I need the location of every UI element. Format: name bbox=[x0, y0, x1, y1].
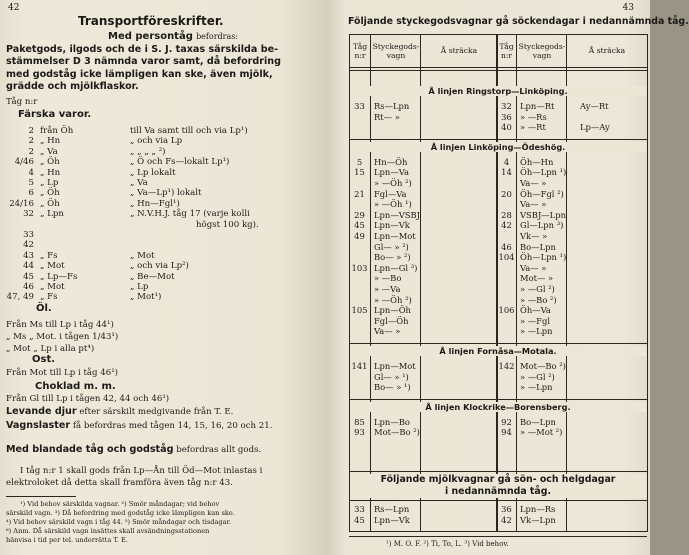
fresh-row-from: „ Va bbox=[40, 146, 58, 157]
ost-heading: Ost. bbox=[32, 354, 56, 365]
fresh-row-from: „ Öh bbox=[40, 198, 60, 209]
row-nr: 45 bbox=[354, 220, 365, 231]
table-bottom bbox=[349, 536, 647, 537]
row-vagn: » —Öh ¹) bbox=[374, 199, 412, 210]
row-nr: 15 bbox=[354, 167, 365, 178]
row-nr: 92 bbox=[501, 416, 512, 427]
row-stracka: Ay—Rt bbox=[580, 101, 609, 111]
row-nr: 29 bbox=[354, 209, 365, 220]
left-page bbox=[0, 0, 326, 555]
row-nr: 46 bbox=[501, 241, 512, 252]
fresh-heading: Färska varor. bbox=[18, 109, 92, 120]
header-rule bbox=[349, 67, 647, 68]
fresh-row-to: „ Va—Lp¹) lokalt bbox=[130, 188, 202, 199]
fresh-row-from: „ Lpn bbox=[40, 209, 64, 220]
row-vagn: » —Rt bbox=[520, 122, 546, 133]
fresh-row-nr: 2 bbox=[28, 126, 34, 136]
ol-row: „ Mot „ Lp i alla pt⁴) bbox=[6, 344, 95, 354]
row-vagn: Gl— » ²) bbox=[374, 241, 409, 252]
blandade-text: elektroloket då detta skall framföra även tåg n:r 43. bbox=[6, 478, 233, 488]
col-divider bbox=[566, 34, 567, 531]
fresh-row-nr: 4/46 bbox=[14, 157, 34, 168]
fresh-row-from: „ Hn bbox=[40, 167, 61, 178]
fresh-row-to: „ Mot bbox=[130, 250, 155, 261]
section-title: Å linjen Fornåsa—Motala. bbox=[350, 346, 646, 356]
fresh-row-nr: 33 bbox=[23, 230, 34, 240]
row-nr: 104 bbox=[498, 252, 515, 263]
fresh-row-nr: 43 bbox=[23, 250, 34, 261]
footnote-rule bbox=[6, 496, 76, 497]
row-vagn: Lpn—Mot bbox=[374, 361, 416, 371]
row-vagn: » —Öh ²) bbox=[374, 178, 412, 188]
fresh-row-to: „ Be—Mot bbox=[130, 271, 175, 282]
fresh-row-to: „ Lp bbox=[130, 282, 149, 292]
row-vagn: Lpn—Mot bbox=[374, 231, 416, 241]
row-nr: 106 bbox=[498, 305, 515, 316]
row-nr: 20 bbox=[501, 188, 512, 199]
row-vagn: Lpn—Bo bbox=[374, 416, 410, 427]
blandade-rest: befordras allt gods. bbox=[176, 445, 262, 455]
row-vagn: » —Va bbox=[374, 284, 401, 294]
fresh-row-nr: 4 bbox=[28, 167, 34, 178]
fresh-row-to: „ Mot¹) bbox=[130, 292, 162, 303]
fresh-row-from: „ Öh bbox=[40, 188, 60, 199]
row-vagn: Rs—Lpn bbox=[374, 101, 410, 111]
milk-heading-line: i nedannämnda tåg. bbox=[444, 486, 552, 497]
row-vagn: Gl—Lpn ³) bbox=[520, 220, 564, 231]
row-vagn: Bo—Lpn bbox=[520, 416, 556, 427]
row-vagn: Rt— » bbox=[374, 111, 400, 122]
row-vagn: » —Bo ²) bbox=[520, 294, 557, 305]
row-nr: 49 bbox=[354, 231, 365, 241]
row-vagn: » —Mot ²) bbox=[520, 427, 563, 438]
fresh-row-from: „ Öh bbox=[40, 157, 60, 168]
row-nr: 4 bbox=[503, 156, 510, 167]
footnotes bbox=[6, 500, 235, 545]
fresh-row-from: „ Fs bbox=[40, 292, 58, 303]
subtitle bbox=[108, 31, 238, 42]
fresh-row-to: „ Lp lokalt bbox=[130, 167, 176, 178]
row-vagn: Va— » bbox=[374, 326, 401, 337]
row-nr: 33 bbox=[354, 101, 365, 111]
fresh-row-to: „ Hn—Fgl¹) bbox=[130, 198, 180, 209]
milk-vagn: Lpn—Vk bbox=[374, 515, 410, 525]
intro-line: grädde och mjölkflaskor. bbox=[6, 81, 139, 93]
row-nr: 5 bbox=[356, 156, 363, 167]
row-stracka: Lp—Ay bbox=[580, 122, 610, 133]
section-title: Å linjen Linköping—Ödeshög. bbox=[350, 142, 646, 152]
row-vagn: Lpn—Gl ³) bbox=[374, 262, 418, 273]
fresh-row-from: „ Lp bbox=[40, 178, 59, 188]
tag-label: Tåg n:r bbox=[6, 97, 38, 107]
row-vagn: » —Gl ²) bbox=[520, 371, 555, 382]
row-vagn: Lpn—Vk bbox=[374, 220, 410, 231]
fresh-row-nr: 32 bbox=[23, 209, 34, 220]
djur-bold: Levande djur bbox=[6, 406, 77, 417]
fresh-row-nr: 42 bbox=[23, 240, 34, 251]
milk-vagn: Lpn—Rs bbox=[520, 504, 556, 514]
row-vagn: Lpn—Öh bbox=[374, 305, 411, 316]
col-header-stracka: Å sträcka bbox=[440, 46, 478, 55]
fresh-row-from: „ Mot bbox=[40, 282, 65, 292]
row-nr: 21 bbox=[354, 188, 365, 199]
row-vagn: Öh—Va bbox=[520, 305, 551, 316]
table-heading: Följande styckegodsvagnar gå söckendagar i nedannämnda tåg. bbox=[348, 16, 689, 27]
section-rule bbox=[349, 399, 647, 400]
col-divider bbox=[516, 34, 517, 531]
fresh-row-from: från Öh bbox=[40, 126, 74, 136]
fresh-row-to: „ Va bbox=[130, 178, 148, 188]
row-nr: 28 bbox=[501, 209, 512, 220]
milk-rule bbox=[349, 471, 647, 472]
header-rule bbox=[349, 70, 647, 71]
page-number: 42 bbox=[8, 3, 20, 13]
row-vagn: Mot—Bo ²) bbox=[374, 427, 420, 438]
col-divider bbox=[420, 34, 421, 531]
subtitle-rest: befordras: bbox=[196, 32, 239, 41]
row-vagn: » —Lpn bbox=[520, 382, 553, 393]
fresh-row-to: högst 100 kg). bbox=[196, 219, 259, 230]
section-title: Å linjen Klockrike—Borensberg. bbox=[350, 402, 646, 412]
row-nr: 32 bbox=[501, 101, 512, 111]
djur-rest: efter särskilt medgivande från T. E. bbox=[79, 407, 234, 417]
blandade-text: I tåg n:r 1 skall gods från Lp—Ån till Öd—Mot inlastas i bbox=[20, 466, 263, 476]
milk-nr: 45 bbox=[354, 515, 365, 525]
ol-row: Från Ms till Lp i tåg 44¹) bbox=[6, 320, 114, 330]
milk-nr: 42 bbox=[501, 515, 512, 525]
milk-heading-line: Följande mjölkvagnar gå sön- och helgdagar bbox=[380, 474, 616, 485]
section-title: Å linjen Ringstorp—Linköping. bbox=[350, 86, 646, 96]
row-vagn: Lpn—Va bbox=[374, 167, 409, 178]
row-nr: 142 bbox=[498, 361, 515, 371]
row-vagn: » —Bo bbox=[374, 273, 402, 284]
intro-line: med godståg icke lämpligen kan ske, även mjölk, bbox=[6, 68, 273, 80]
fresh-row-to: „ och via Lp bbox=[130, 136, 183, 147]
ol-row: „ Ms „ Mot. i tågen 1/43¹) bbox=[6, 332, 119, 342]
vagn-bold: Vagnslaster bbox=[6, 420, 71, 431]
footnote: ⁶) Anm. Då särskild vagn insättes skall avsändningsstationen bbox=[6, 527, 210, 535]
fresh-row-from: „ Fs bbox=[40, 250, 58, 261]
fresh-row-to: „ „ „ „ ²) bbox=[130, 146, 166, 157]
footnote: ⁴) Vid behov särskild vagn i tåg 44. ⁵) Smör måndagar och tisdagar. bbox=[6, 518, 232, 526]
fresh-row-from: „ Hn bbox=[40, 136, 61, 147]
choklad-row: Från Gl till Lp i tågen 42, 44 och 46¹) bbox=[6, 394, 170, 404]
row-nr: 105 bbox=[351, 305, 368, 316]
ost-row: Från Mot till Lp i tåg 46¹) bbox=[6, 368, 119, 378]
djur-line bbox=[6, 406, 233, 417]
row-vagn: Va— » bbox=[520, 199, 547, 210]
fresh-row-to: „ Ö och Fs—lokalt Lp¹) bbox=[130, 157, 230, 168]
milk-heading bbox=[350, 474, 646, 498]
col-header-nr: Tåg n:r bbox=[499, 42, 514, 60]
row-nr: 103 bbox=[351, 262, 368, 273]
row-vagn: Bo—Lpn bbox=[520, 241, 556, 252]
fresh-row-nr: 46 bbox=[23, 282, 34, 292]
fresh-row-to: „ och via Lp²) bbox=[130, 261, 189, 272]
row-vagn: Öh—Fgl ²) bbox=[520, 188, 564, 199]
section-rule bbox=[349, 343, 647, 344]
vagn-rest: få befordras med tågen 14, 15, 16, 20 och 21. bbox=[72, 421, 273, 431]
fresh-row-nr: 2 bbox=[28, 146, 34, 157]
intro-text bbox=[6, 44, 281, 94]
milk-vagn: Vk—Lpn bbox=[520, 515, 556, 525]
col-header-stracka: Å sträcka bbox=[588, 46, 626, 55]
milk-vagn: Rs—Lpn bbox=[374, 504, 410, 514]
footnote: hänvisa i tid per tel. underrätta T. E. bbox=[6, 536, 128, 544]
row-nr: 42 bbox=[501, 220, 512, 231]
row-vagn: » —Rs bbox=[520, 111, 547, 122]
row-vagn: » —Öh ²) bbox=[374, 294, 412, 305]
row-vagn: Mot— » bbox=[520, 273, 554, 284]
col-divider bbox=[370, 34, 371, 531]
fresh-row-nr: 45 bbox=[23, 271, 34, 282]
footnote: ¹) M. O. F. ²) Ti, To, L. ³) Vid behov. bbox=[386, 540, 509, 548]
fresh-row-from: „ Mot bbox=[40, 261, 65, 272]
row-vagn: Bo— » ²) bbox=[374, 252, 411, 263]
milk-nr: 33 bbox=[354, 504, 365, 514]
blandade-line bbox=[6, 444, 261, 455]
blandade-bold: Med blandade tåg och godståg bbox=[6, 444, 174, 455]
row-vagn: Öh—Lpn ¹) bbox=[520, 252, 567, 263]
row-vagn: Fgl—Öh bbox=[374, 315, 409, 326]
row-vagn: » —Gl ²) bbox=[520, 284, 555, 294]
row-nr: 93 bbox=[354, 427, 365, 438]
row-nr: 141 bbox=[351, 361, 368, 371]
col-header-vagn: Styckegods-vagn bbox=[518, 42, 566, 60]
intro-line: stämmelser D 3 nämnda varor samt, då befordring bbox=[6, 56, 281, 68]
milk-rule bbox=[349, 500, 647, 501]
fresh-row-from: „ Lp—Fs bbox=[40, 271, 78, 282]
row-vagn: Öh—Lpn ¹) bbox=[520, 167, 567, 178]
fresh-row-nr: 5 bbox=[28, 178, 34, 188]
row-nr: 40 bbox=[501, 122, 512, 133]
col-header-nr: Tåg n:r bbox=[352, 42, 368, 60]
fresh-row-to: „ N.V.H.J. tåg 17 (varje kolli bbox=[130, 209, 250, 220]
row-vagn: Bo— » ¹) bbox=[374, 382, 411, 393]
milk-nr: 36 bbox=[501, 504, 512, 514]
row-vagn: Gl— » ¹) bbox=[374, 371, 409, 382]
row-vagn: VSBJ—Lpn bbox=[520, 209, 566, 220]
subtitle-bold: Med persontåg bbox=[108, 31, 193, 42]
row-vagn: » —Fgl bbox=[520, 315, 551, 326]
row-vagn: Vk— » bbox=[520, 231, 548, 241]
fresh-row-nr: 44 bbox=[23, 261, 34, 272]
row-nr: 36 bbox=[501, 111, 512, 122]
row-nr: 14 bbox=[501, 167, 512, 178]
footnote: ¹) Vid behov särskilda vagnar. ²) Smör måndagar; vid behov bbox=[20, 500, 220, 508]
row-vagn: Mot—Bo ²) bbox=[520, 361, 566, 371]
right-page bbox=[326, 0, 689, 555]
row-nr: 94 bbox=[501, 427, 512, 438]
ol-heading: Öl. bbox=[36, 303, 52, 314]
row-vagn: Hn—Öh bbox=[374, 156, 408, 167]
page-title: Transportföreskrifter. bbox=[78, 14, 224, 28]
row-vagn: Lpn—VSBJ bbox=[374, 209, 420, 220]
row-vagn: » —Lpn bbox=[520, 326, 553, 337]
choklad-heading: Choklad m. m. bbox=[35, 381, 116, 392]
section-rule bbox=[349, 139, 647, 140]
col-header-vagn: Styckegods-vagn bbox=[372, 42, 420, 60]
page-number: 43 bbox=[622, 3, 634, 13]
row-vagn: Va— » bbox=[520, 178, 547, 188]
footnote: särskild vagn. ³) Då befordring med godståg icke lämpligen kan ske. bbox=[6, 509, 235, 517]
vagn-line bbox=[6, 420, 272, 431]
row-vagn: Fgl—Va bbox=[374, 188, 407, 199]
fresh-row-nr: 6 bbox=[28, 188, 34, 199]
row-vagn: Öh—Hn bbox=[520, 156, 554, 167]
row-vagn: Lpn—Rt bbox=[520, 101, 555, 111]
row-nr: 85 bbox=[354, 416, 365, 427]
fresh-row-nr: 24/16 bbox=[9, 198, 34, 209]
fresh-row-nr: 2 bbox=[28, 136, 34, 147]
row-vagn: Va— » bbox=[520, 262, 547, 273]
fresh-row-to: till Va samt till och via Lp¹) bbox=[130, 126, 248, 136]
fresh-row-nr: 47, 49 bbox=[6, 292, 34, 303]
intro-line: Paketgods, ilgods och de i S. J. taxas särskilda be- bbox=[6, 44, 279, 55]
